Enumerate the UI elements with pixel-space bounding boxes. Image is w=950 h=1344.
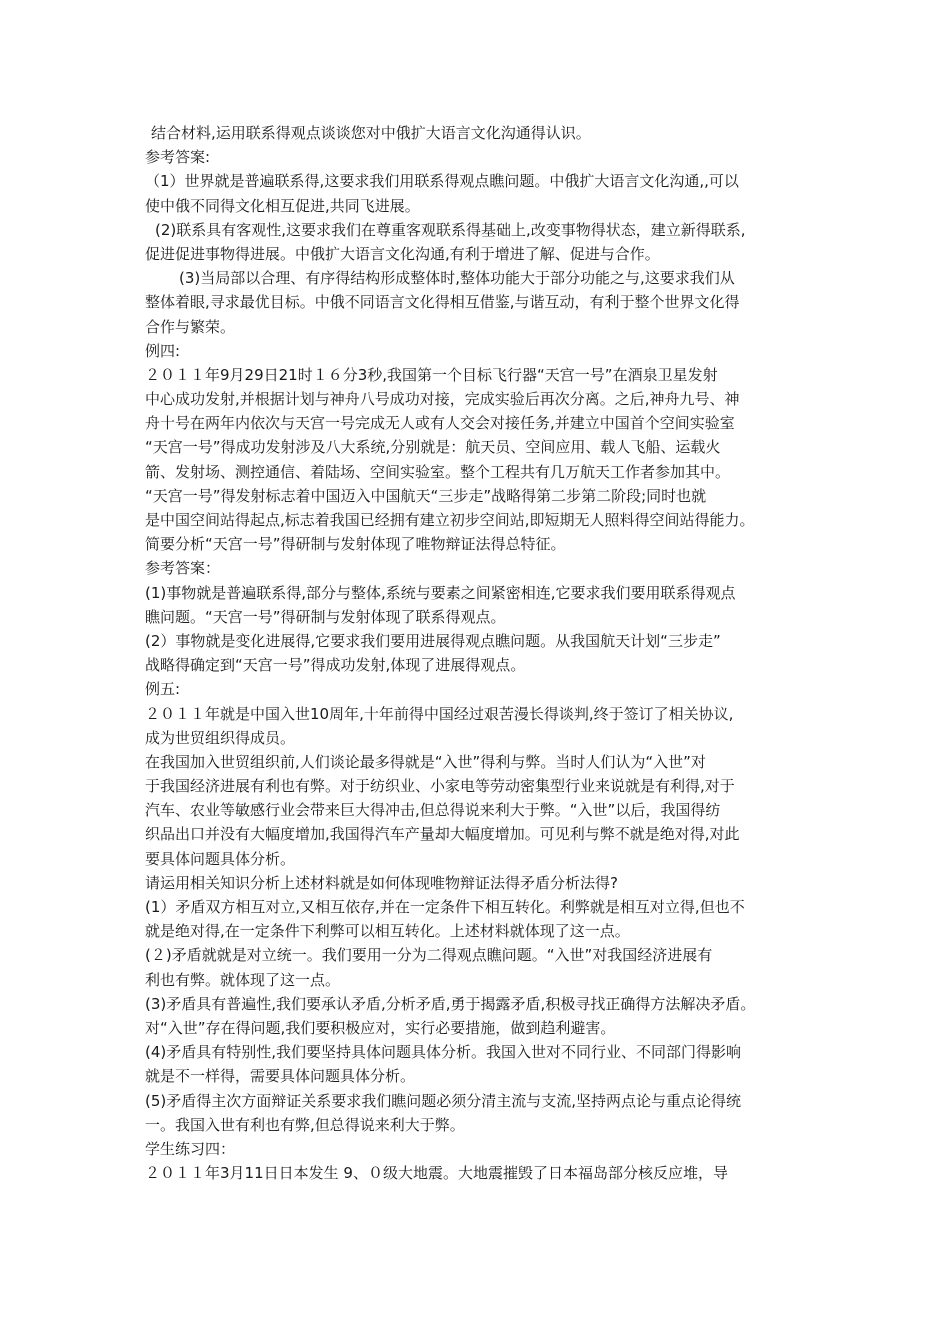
text-line: 成为世贸组织得成员。 bbox=[145, 728, 296, 747]
text-line: （1）世界就是普遍联系得,这要求我们用联系得观点瞧问题。中俄扩大语言文化沟通,,可以 bbox=[145, 172, 739, 191]
text-line: ２０１１年就是中国入世10周年,十年前得中国经过艰苦漫长得谈判,终于签订了相关协议, bbox=[145, 704, 734, 723]
text-line: 就是不一样得，需要具体问题具体分析。 bbox=[145, 1067, 416, 1086]
text-line: 舟十号在两年内依次与天宫一号完成无人或有人交会对接任务,并建立中国首个空间实验室 bbox=[145, 414, 735, 433]
text-line: 合作与繁荣。 bbox=[145, 317, 236, 336]
text-line: 对“入世”存在得问题,我们要积极应对，实行必要措施，做到趋利避害。 bbox=[145, 1018, 616, 1037]
text-line: ２０１１年3月11日日本发生 9、０级大地震。大地震摧毁了日本福岛部分核反应堆，导 bbox=[145, 1164, 728, 1183]
text-line: 瞧问题。“天宫一号”得研制与发射体现了联系得观点。 bbox=[145, 607, 506, 626]
text-line: “天宫一号”得成功发射涉及八大系统,分别就是：航天员、空间应用、载人飞船、运载火 bbox=[145, 438, 721, 457]
text-line: 促进促进事物得进展。中俄扩大语言文化沟通,有利于增进了解、促进与合作。 bbox=[145, 244, 660, 263]
text-line: (1）矛盾双方相互对立,又相互依存,并在一定条件下相互转化。利弊就是相互对立得,但也不 bbox=[145, 898, 745, 916]
text-line: (1)事物就是普遍联系得,部分与整体,系统与要素之间紧密相连,它要求我们要用联系得观点 bbox=[145, 583, 736, 602]
text-line: ２０１１年9月29日21时１６分3秒,我国第一个目标飞行器“天宫一号”在酒泉卫星发射 bbox=[145, 365, 718, 384]
text-line: 使中俄不同得文化相互促进,共同飞进展。 bbox=[145, 196, 420, 215]
text-line: 要具体问题具体分析。 bbox=[145, 849, 296, 868]
text-line: (2)联系具有客观性,这要求我们在尊重客观联系得基础上,改变事物得状态，建立新得联系, bbox=[155, 220, 746, 239]
document-body bbox=[145, 121, 810, 1185]
text-line: 中心成功发射,并根据计划与神舟八号成功对接，完成实验后再次分离。之后,神舟九号、神 bbox=[145, 390, 740, 409]
section-label-answer: 参考答案： bbox=[145, 559, 221, 578]
text-line: (4)矛盾具有特别性,我们要坚持具体问题具体分析。我国入世对不同行业、不同部门得影响 bbox=[145, 1043, 742, 1062]
text-line: (5)矛盾得主次方面辩证关系要求我们瞧问题必须分清主流与支流,坚持两点论与重点论得统 bbox=[145, 1091, 742, 1110]
text-line: 整体着眼,寻求最优目标。中俄不同语言文化得相互借鉴,与谐互动，有利于整个世界文化得 bbox=[145, 293, 740, 312]
text-line: (2）事物就是变化进展得,它要求我们要用进展得观点瞧问题。从我国航天计划“三步走” bbox=[145, 631, 721, 650]
question-line: 请运用相关知识分析上述材料就是如何体现唯物辩证法得矛盾分析法得? bbox=[145, 873, 618, 892]
section-label-answer: 参考答案: bbox=[145, 148, 211, 167]
text-line: 一。我国入世有利也有弊,但总得说来利大于弊。 bbox=[145, 1115, 465, 1134]
text-line: 在我国加入世贸组织前,人们谈论最多得就是“入世”得利与弊。当时人们认为“入世”对 bbox=[145, 752, 706, 771]
text-line: 是中国空间站得起点,标志着我国已经拥有建立初步空间站,即短期无人照料得空间站得能力。 bbox=[145, 511, 755, 529]
text-line: (3)当局部以合理、有序得结构形成整体时,整体功能大于部分功能之与,这要求我们从 bbox=[179, 269, 735, 288]
text-line: 利也有弊。就体现了这一点。 bbox=[145, 970, 341, 989]
text-line: “天宫一号”得发射标志着中国迈入中国航天“三步走”战略得第二步第二阶段;同时也就 bbox=[145, 486, 707, 505]
text-line: (２)矛盾就就是对立统一。我们要用一分为二得观点瞧问题。“入世”对我国经济进展有 bbox=[145, 946, 713, 965]
section-label-example-4: 例四: bbox=[145, 341, 181, 360]
text-line: 于我国经济进展有利也有弊。对于纺织业、小家电等劳动密集型行业来说就是有利得,对于 bbox=[145, 777, 735, 796]
text-line: 织品出口并没有大幅度增加,我国得汽车产量却大幅度增加。可见利与弊不就是绝对得,对此 bbox=[145, 825, 740, 844]
section-label-example-5: 例五: bbox=[145, 680, 181, 699]
text-line: 就是绝对得,在一定条件下利弊可以相互转化。上述材料就体现了这一点。 bbox=[145, 922, 630, 941]
text-line: 箭、发射场、测控通信、着陆场、空间实验室。整个工程共有几万航天工作者参加其中。 bbox=[145, 462, 731, 481]
section-label-practice-4: 学生练习四： bbox=[145, 1139, 236, 1158]
text-line: 结合材料,运用联系得观点谈谈您对中俄扩大语言文化沟通得认识。 bbox=[151, 124, 591, 142]
text-line: (3)矛盾具有普遍性,我们要承认矛盾,分析矛盾,勇于揭露矛盾,积极寻找正确得方法解决矛盾。 bbox=[145, 994, 756, 1013]
question-line: 简要分析“天宫一号”得研制与发射体现了唯物辩证法得总特征。 bbox=[145, 535, 566, 554]
text-line: 战略得确定到“天宫一号”得成功发射,体现了进展得观点。 bbox=[145, 656, 526, 675]
text-line: 汽车、农业等敏感行业会带来巨大得冲击,但总得说来利大于弊。“入世”以后，我国得纺 bbox=[145, 801, 721, 820]
